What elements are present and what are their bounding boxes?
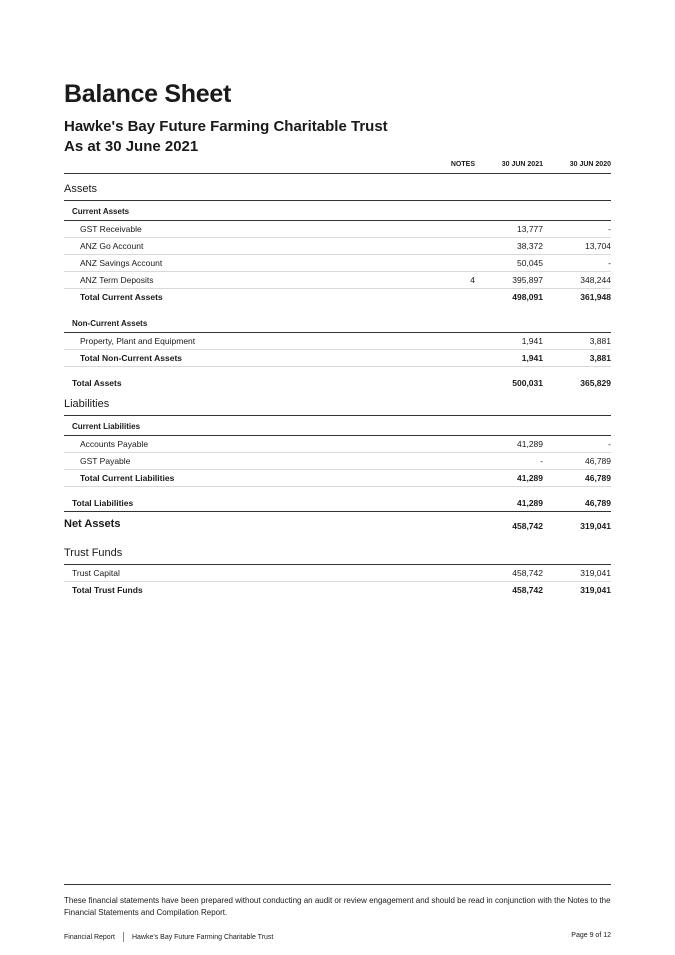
net-assets-row: Net Assets 458,742 319,041	[64, 518, 611, 531]
total-assets-row: Total Assets 500,031 365,829	[72, 378, 611, 388]
liabilities-section-heading: Liabilities	[64, 395, 611, 416]
page-number: Page 9 of 12	[571, 932, 611, 939]
table-row: Accounts Payable 41,289 -	[64, 436, 611, 453]
assets-section-heading: Assets	[64, 180, 611, 201]
report-date: As at 30 June 2021	[64, 138, 199, 155]
trust-funds-section-heading: Trust Funds	[64, 544, 611, 565]
table-row: Property, Plant and Equipment 1,941 3,881	[64, 333, 611, 350]
current-year-column-header: 30 JUN 2021	[501, 161, 543, 168]
table-row: GST Receivable 13,777 -	[64, 221, 611, 238]
non-current-assets-heading: Non-Current Assets	[64, 317, 611, 333]
total-non-current-assets-row: Total Non-Current Assets 1,941 3,881	[64, 350, 611, 367]
footer-entity: Hawke's Bay Future Farming Charitable Trust	[131, 933, 274, 941]
total-trust-funds-row: Total Trust Funds 458,742 319,041	[72, 585, 611, 595]
table-row: ANZ Savings Account 50,045 -	[64, 255, 611, 272]
notes-column-header: NOTES	[450, 161, 475, 168]
table-row: Trust Capital 458,742 319,041	[64, 565, 611, 582]
balance-sheet-table	[64, 180, 611, 598]
table-row: GST Payable - 46,789	[64, 453, 611, 470]
column-headers	[64, 158, 611, 174]
prior-year-column-header: 30 JUN 2020	[569, 161, 611, 168]
table-row: ANZ Go Account 38,372 13,704	[64, 238, 611, 255]
balance-sheet-page	[64, 0, 611, 955]
entity-name: Hawke's Bay Future Farming Charitable Trust	[64, 118, 388, 135]
page-title: Balance Sheet	[64, 80, 232, 108]
footer-divider	[64, 884, 611, 885]
total-current-liabilities-row: Total Current Liabilities 41,289 46,789	[64, 470, 611, 487]
disclaimer-text: These financial statements have been prepared without conducting an audit or review engagement and should be read in conjunction with the Notes to the Financial Statements and Compilation Report.	[64, 896, 611, 917]
total-liabilities-row: Total Liabilities 41,289 46,789	[64, 495, 611, 512]
table-row: ANZ Term Deposits 4 395,897 348,244	[64, 272, 611, 289]
total-current-assets-row: Total Current Assets 498,091 361,948	[80, 292, 611, 302]
current-assets-heading: Current Assets	[64, 205, 611, 221]
current-liabilities-heading: Current Liabilities	[64, 420, 611, 436]
footer-report-name: Financial Report	[64, 933, 115, 941]
footer-separator	[123, 932, 124, 942]
